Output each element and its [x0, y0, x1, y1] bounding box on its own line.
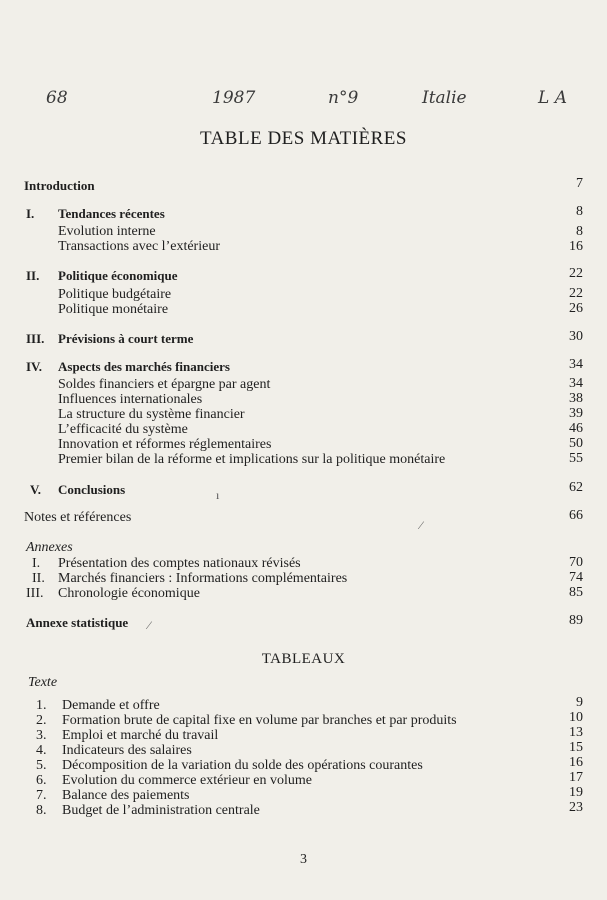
toc-item-page: 46 [569, 421, 583, 436]
toc-item: Soldes financiers et épargne par agent [58, 377, 271, 392]
toc-annexe-statistique: Annexe statistique [26, 615, 129, 630]
toc-item: Transactions avec l’extérieur [58, 239, 220, 254]
table-number: 4. [36, 743, 47, 758]
handwritten-country: Italie [422, 88, 467, 108]
toc-section-4-page: 34 [569, 357, 583, 372]
table-number: 5. [36, 758, 47, 773]
section-number: II. [26, 268, 40, 283]
table-item-page: 10 [569, 710, 583, 725]
toc-item-page: 50 [569, 436, 583, 451]
annex-item-page: 74 [569, 570, 583, 585]
table-number: 2. [36, 713, 47, 728]
table-item: Emploi et marché du travail [62, 728, 219, 743]
table-item: Balance des paiements [62, 788, 190, 803]
annex-item: Marchés financiers : Informations complémentaires [58, 571, 348, 586]
toc-item-page: 34 [569, 376, 583, 391]
handwritten-code: L A [538, 88, 567, 108]
section-number: III. [26, 331, 45, 346]
ink-mark: ⁄ [420, 518, 423, 532]
toc-section-5: Conclusions [58, 482, 126, 497]
table-item: Budget de l’administration centrale [62, 803, 260, 818]
table-item-page: 15 [569, 740, 583, 755]
toc-section-1-num [26, 206, 34, 222]
toc-item-page: 8 [576, 224, 583, 239]
table-number: 1. [36, 698, 47, 713]
handwritten-ref: 68 [46, 88, 68, 108]
table-item-page: 17 [569, 770, 583, 785]
table-item: Indicateurs des salaires [62, 743, 192, 758]
table-number: 8. [36, 803, 47, 818]
table-number: 7. [36, 788, 47, 803]
toc-section-3-page: 30 [569, 329, 583, 344]
toc-item: L’efficacité du système [58, 422, 188, 437]
toc-item-page: 22 [569, 286, 583, 301]
section-number: I. [26, 206, 35, 221]
toc-section-5-page: 62 [569, 480, 583, 495]
ink-mark: ı [216, 488, 220, 502]
toc-item: Politique monétaire [58, 302, 169, 317]
toc-section-1-page: 8 [576, 204, 583, 219]
section-number: IV. [26, 359, 43, 374]
page-number: 3 [300, 852, 307, 867]
toc-item-page: 38 [569, 391, 583, 406]
handwritten-issue: n°9 [328, 88, 359, 108]
toc-section-2: Politique économique [58, 268, 178, 283]
annex-number: I. [32, 556, 41, 571]
table-item-page: 13 [569, 725, 583, 740]
table-item: Demande et offre [62, 698, 160, 713]
table-item-page: 19 [569, 785, 583, 800]
table-item: Décomposition de la variation du solde des opérations courantes [62, 758, 423, 773]
table-item-page: 9 [576, 695, 583, 710]
annex-number: II. [32, 571, 45, 586]
toc-item-page: 39 [569, 406, 583, 421]
annexes-heading: Annexes [26, 540, 73, 555]
annex-item-page: 70 [569, 555, 583, 570]
annex-item: Présentation des comptes nationaux révisés [58, 556, 301, 571]
handwritten-year: 1987 [212, 88, 256, 108]
toc-item-page: 16 [569, 239, 583, 254]
toc-notes: Notes et références [24, 510, 132, 525]
toc-item-page: 55 [569, 451, 583, 466]
table-item: Evolution du commerce extérieur en volume [62, 773, 312, 788]
annex-number: III. [26, 586, 44, 601]
table-item: Formation brute de capital fixe en volume par branches et par produits [62, 713, 457, 728]
table-number: 3. [36, 728, 47, 743]
toc-item: Influences internationales [58, 392, 203, 407]
annex-item: Chronologie économique [58, 586, 200, 601]
toc-section-4: Aspects des marchés financiers [58, 359, 230, 374]
page-title: TABLE DES MATIÈRES [200, 128, 407, 149]
toc-item: La structure du système financier [58, 407, 245, 422]
toc-section-1: Tendances récentes [58, 206, 165, 221]
ink-mark: ⁄ [148, 618, 151, 632]
table-item-page: 16 [569, 755, 583, 770]
tableaux-subheading: Texte [28, 675, 58, 690]
annex-item-page: 85 [569, 585, 583, 600]
section-number: V. [30, 482, 41, 497]
toc-annexe-statistique-page: 89 [569, 613, 583, 628]
toc-introduction-page: 7 [576, 176, 583, 191]
toc-item: Premier bilan de la réforme et implications sur la politique monétaire [58, 452, 446, 467]
toc-section-2-page: 22 [569, 266, 583, 281]
table-number: 6. [36, 773, 47, 788]
tableaux-heading: TABLEAUX [261, 651, 346, 667]
toc-item: Politique budgétaire [58, 287, 172, 302]
toc-notes-page: 66 [569, 508, 583, 523]
toc-item: Evolution interne [58, 224, 156, 239]
toc-section-3: Prévisions à court terme [58, 331, 194, 346]
toc-item: Innovation et réformes réglementaires [58, 437, 272, 452]
toc-item-page: 26 [569, 301, 583, 316]
toc-introduction: Introduction [24, 178, 95, 193]
table-item-page: 23 [569, 800, 583, 815]
